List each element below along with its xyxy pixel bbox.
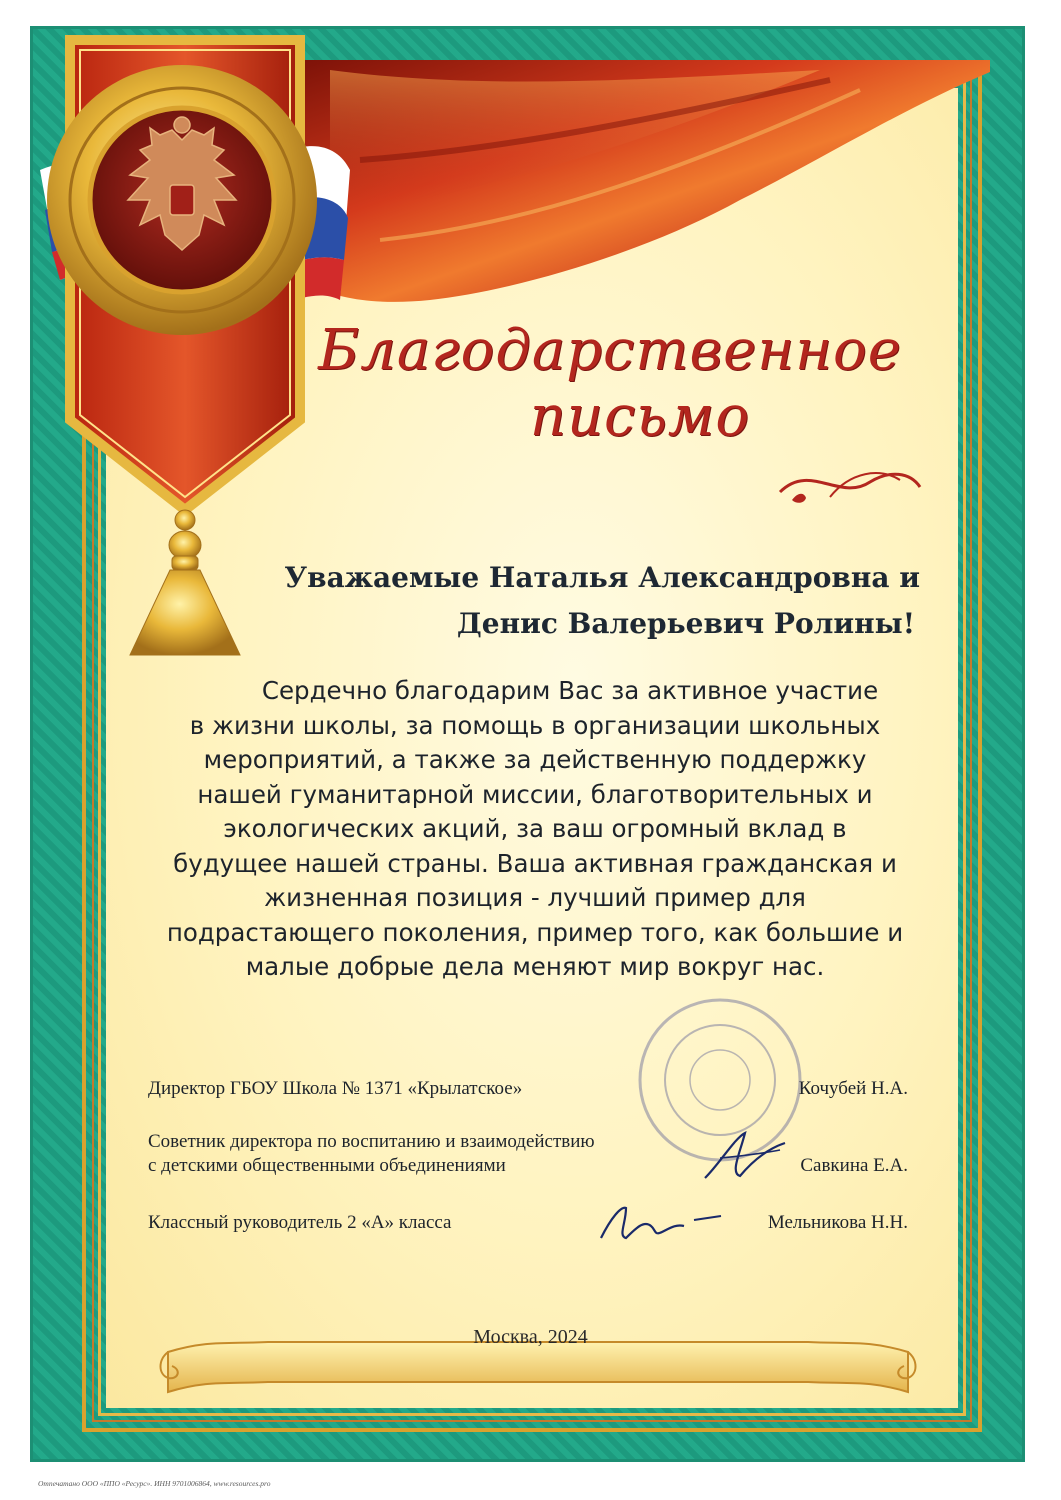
place-and-date: Москва, 2024 xyxy=(473,1326,588,1348)
letter-title xyxy=(300,318,920,450)
salutation-line-2: Денис Валерьевич Ролины! xyxy=(456,607,915,640)
body-line: экологических акций, за ваш огромный вклад в xyxy=(223,814,847,843)
salutation-line-1: Уважаемые Наталья Александровна и xyxy=(284,561,920,594)
body-line: нашей гуманитарной миссии, благотворительных и xyxy=(197,779,873,809)
signer-name: Савкина Е.А. xyxy=(800,1155,908,1176)
printer-imprint: Отпечатано ООО «ППО «Ресурс». ИНН 9701006864, www.resources.pro xyxy=(38,1479,271,1488)
signer-role: Директор ГБОУ Школа № 1371 «Крылатское» xyxy=(148,1078,523,1099)
gold-tassel xyxy=(130,510,240,655)
salutation xyxy=(250,555,970,647)
title-line-1: Благодарственное xyxy=(318,318,902,383)
body-line: малые добрые дела меняют мир вокруг нас. xyxy=(245,952,825,981)
signer-role: Классный руководитель 2 «А» класса xyxy=(148,1212,452,1233)
body-line: мероприятий, а также за действенную поддержку xyxy=(203,745,867,774)
body-line: Сердечно благодарим Вас за активное участие xyxy=(261,676,879,705)
signature-row-director xyxy=(148,1077,908,1101)
handwritten-signature xyxy=(700,1128,790,1188)
signer-name: Мельникова Н.Н. xyxy=(767,1212,908,1233)
signature-row-teacher xyxy=(148,1211,908,1235)
signature-row-advisor xyxy=(148,1130,908,1178)
letter-body xyxy=(140,674,930,985)
title-flourish xyxy=(770,452,930,512)
body-line: будущее нашей страны. Ваша активная гражданская и xyxy=(173,848,897,878)
signer-name: Кочубей Н.А. xyxy=(798,1078,908,1099)
body-line: подрастающего поколения, пример того, как большие и xyxy=(166,917,904,947)
handwritten-signature xyxy=(596,1198,726,1246)
body-line: жизненная позиция - лучший пример для xyxy=(264,883,806,912)
signer-role: Советник директора по воспитанию и взаимодействию с детскими общественными объединениями xyxy=(148,1131,595,1176)
body-line: в жизни школы, за помощь в организации школьных xyxy=(189,710,881,740)
title-line-2: письмо xyxy=(529,384,751,449)
